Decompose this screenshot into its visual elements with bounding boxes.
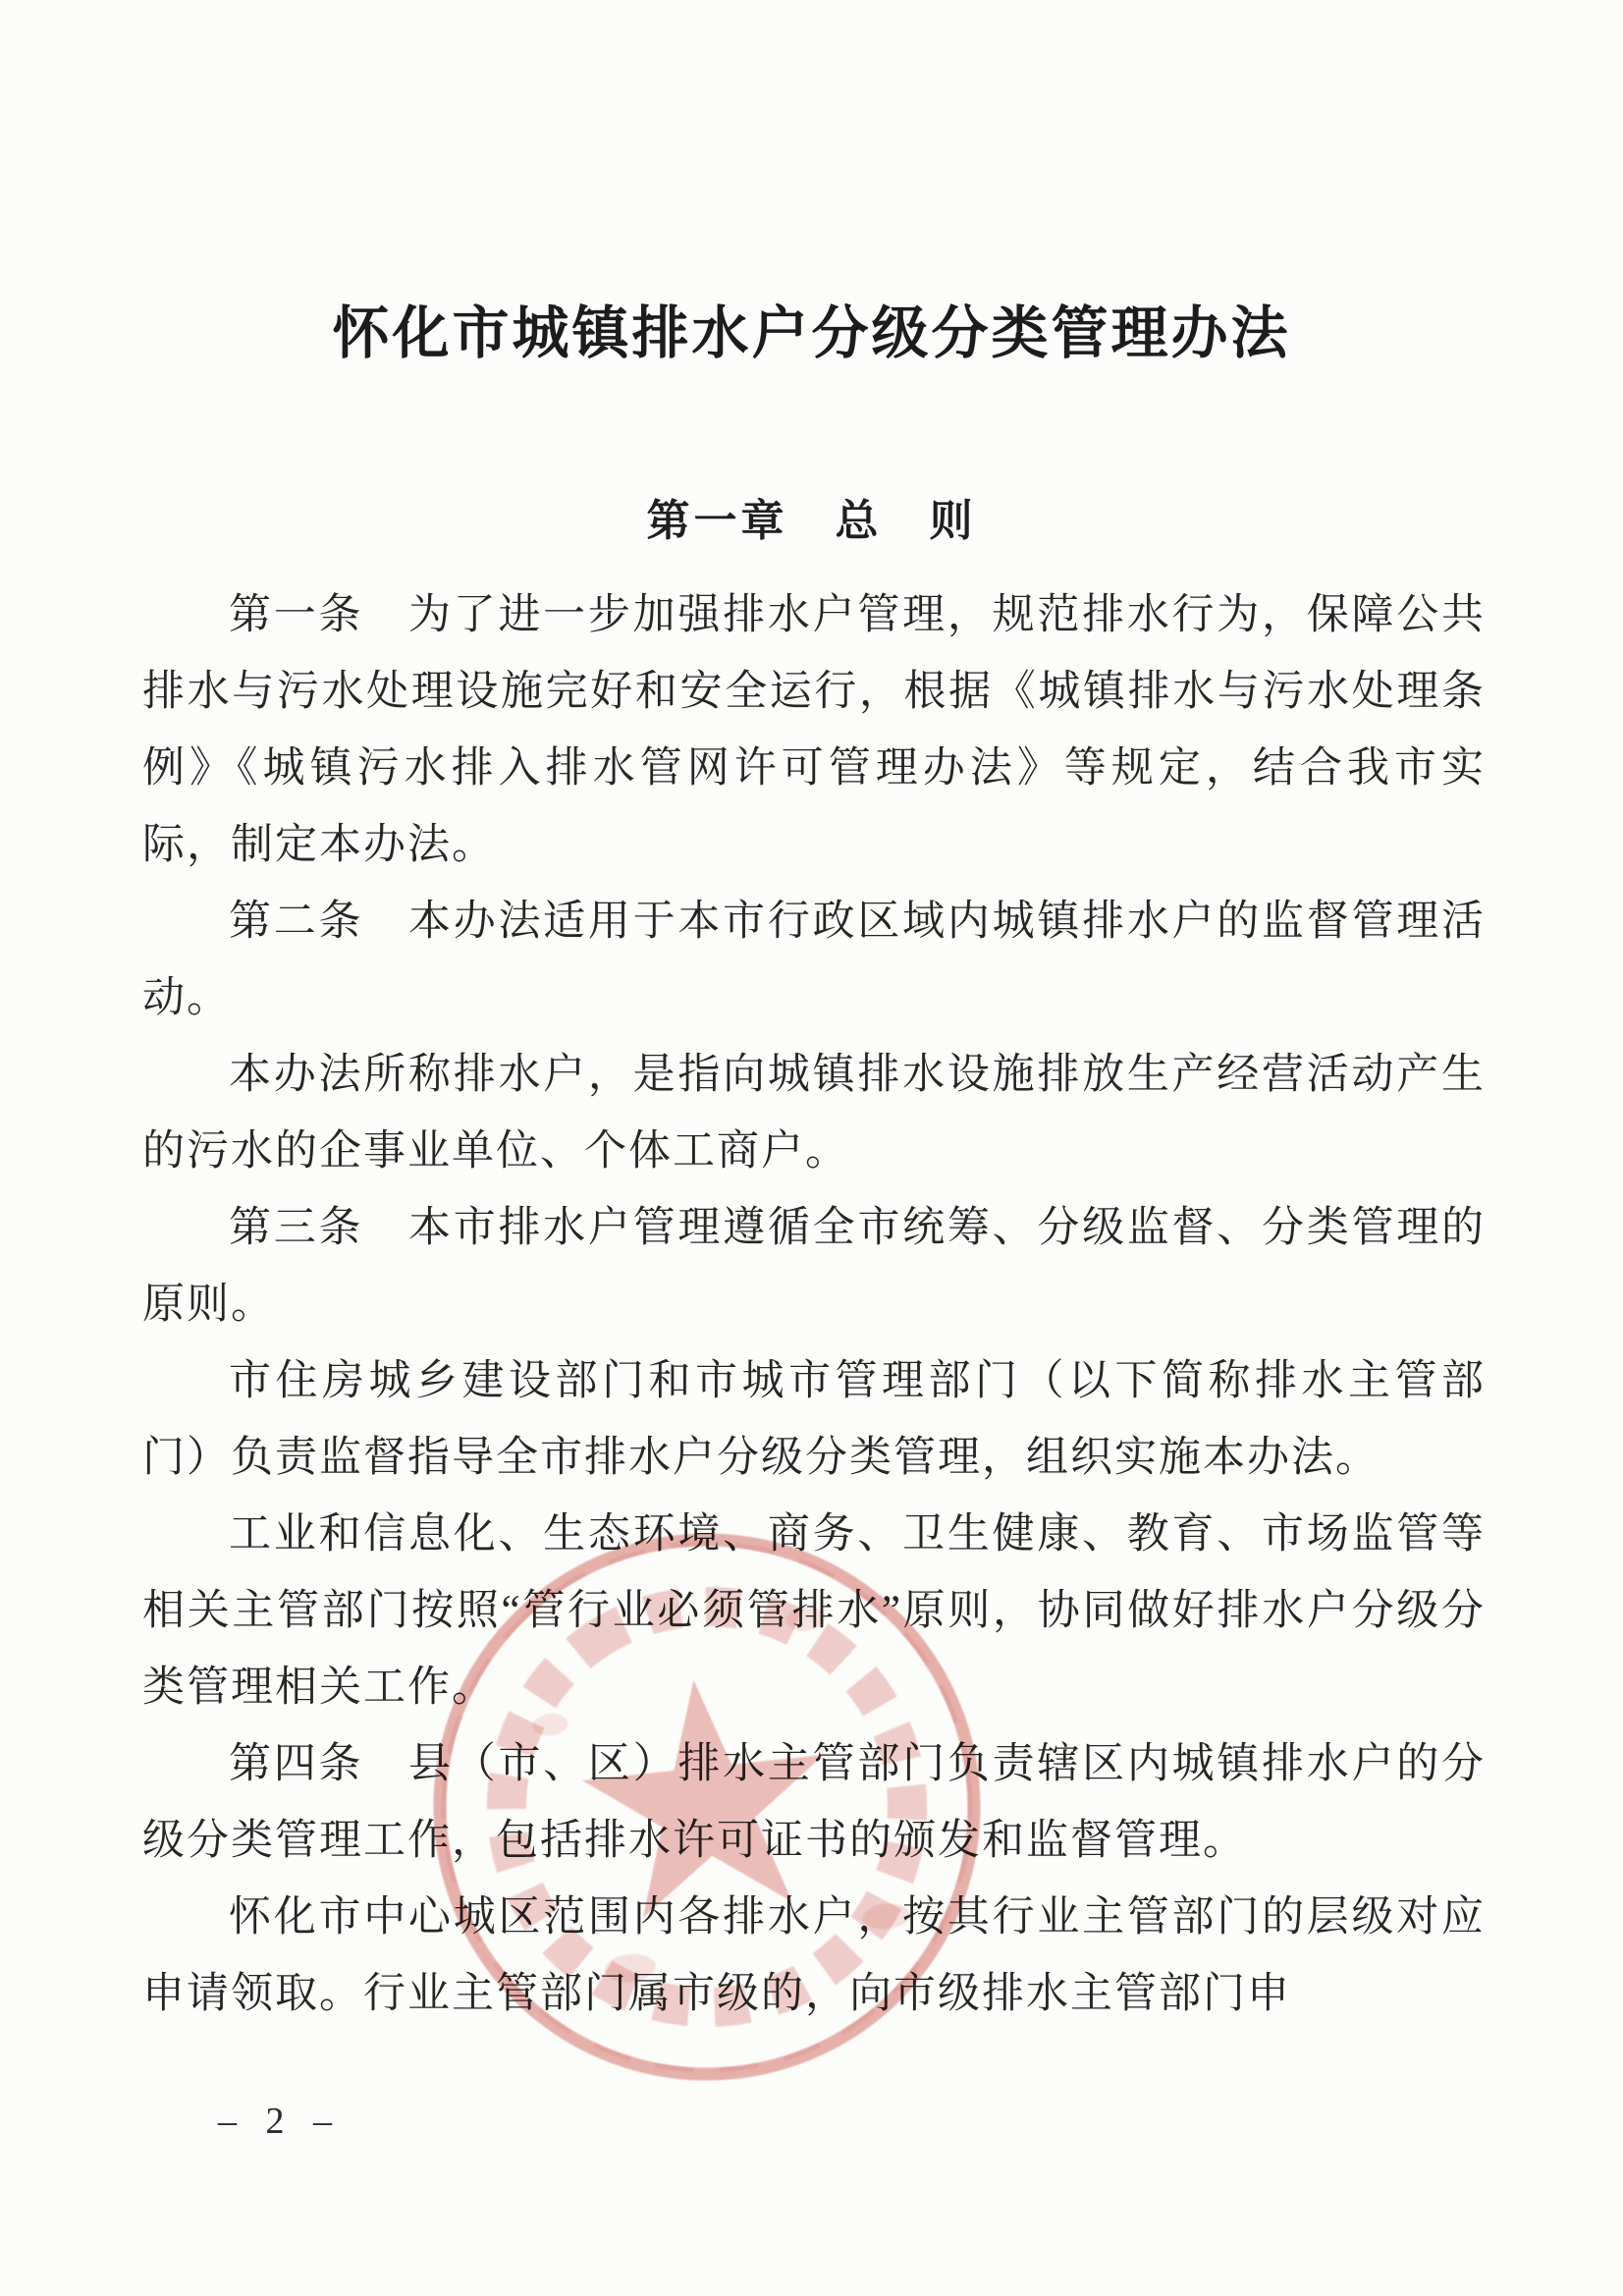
paragraph: 工业和信息化、生态环境、商务、卫生健康、教育、市场监管等相关主管部门按照“管行业必须管排水”原则，协同做好排水户分级分类管理相关工作。 [142, 1511, 1486, 1711]
paragraph: 第一条 为了进一步加强排水户管理，规范排水行为，保障公共排水与污水处理设施完好和安全运行，根据《城镇排水与污水处理条例》《城镇污水排入排水管网许可管理办法》等规定，结合我市实际，制定本办法。 [142, 592, 1486, 868]
document-body [142, 577, 1486, 2033]
paragraph: 怀化市中心城区范围内各排水户，按其行业主管部门的层级对应申请领取。行业主管部门属市级的，向市级排水主管部门申 [142, 1894, 1486, 2017]
page-number: – 2 – [218, 2101, 342, 2142]
paragraph: 市住房城乡建设部门和市城市管理部门（以下简称排水主管部门）负责监督指导全市排水户分级分类管理，组织实施本办法。 [142, 1358, 1486, 1481]
chapter-heading: 第一章 总 则 [646, 497, 977, 545]
paragraph: 第四条 县（市、区）排水主管部门负责辖区内城镇排水户的分级分类管理工作，包括排水许可证书的颁发和监督管理。 [142, 1741, 1486, 1864]
page-title: 怀化市城镇排水户分级分类管理办法 [332, 301, 1291, 365]
paragraph: 第二条 本办法适用于本市行政区域内城镇排水户的监督管理活动。 [142, 899, 1486, 1021]
paragraph: 第三条 本市排水户管理遵循全市统筹、分级监督、分类管理的原则。 [142, 1205, 1486, 1328]
paragraph: 本办法所称排水户，是指向城镇排水设施排放生产经营活动产生的污水的企事业单位、个体工商户。 [142, 1052, 1486, 1175]
